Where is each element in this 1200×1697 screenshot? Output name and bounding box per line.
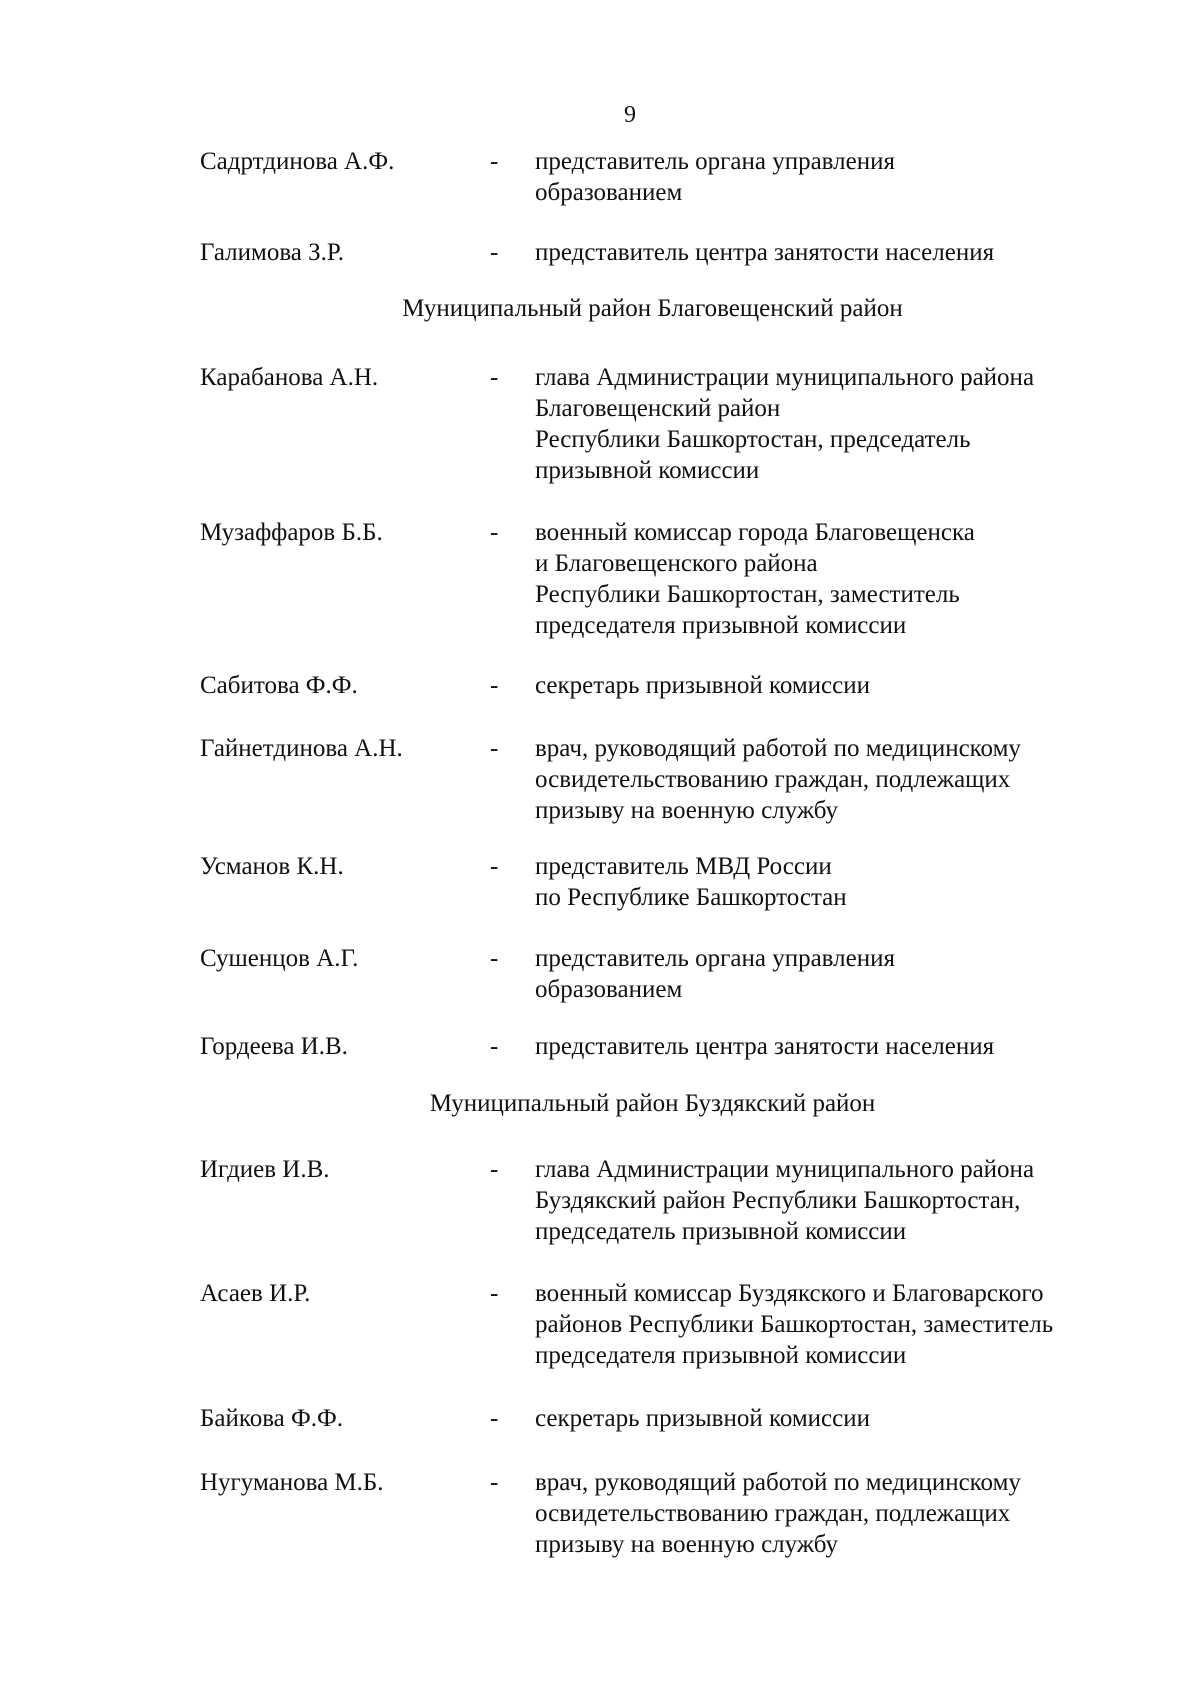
member-name: Нугуманова М.Б. [200, 1469, 384, 1496]
member-role-line: председатель призывной комиссии [535, 1218, 907, 1245]
member-name: Садртдинова А.Ф. [200, 148, 395, 175]
member-role-line: освидетельствованию граждан, подлежащих [535, 1500, 1011, 1527]
section-heading: Муниципальный район Буздякский район [429, 1090, 876, 1117]
entry-dash: - [490, 945, 499, 972]
member-role-line: представитель МВД России [535, 853, 832, 880]
member-role-line: по Республике Башкортостан [535, 884, 847, 911]
member-role-line: представитель органа управления [535, 945, 895, 972]
entry-dash: - [490, 1405, 499, 1432]
member-name: Усманов К.Н. [200, 853, 344, 880]
member-name: Асаев И.Р. [200, 1280, 311, 1307]
entry-dash: - [490, 519, 499, 546]
member-role-line: глава Администрации муниципального района [535, 364, 1035, 391]
member-name: Байкова Ф.Ф. [200, 1405, 344, 1432]
member-role-line: представитель органа управления [535, 148, 895, 175]
member-role-line: районов Республики Башкортостан, заместитель [535, 1311, 1054, 1338]
member-name: Сушенцов А.Г. [200, 945, 359, 972]
member-role-line: военный комиссар Буздякского и Благоварского [535, 1280, 1044, 1307]
member-role-line: секретарь призывной комиссии [535, 1405, 871, 1432]
section-heading: Муниципальный район Благовещенский район [402, 295, 903, 322]
member-role-line: председателя призывной комиссии [535, 1342, 907, 1369]
member-role-line: Буздякский район Республики Башкортостан, [535, 1187, 1021, 1214]
entry-dash: - [490, 148, 499, 175]
member-role-line: глава Администрации муниципального района [535, 1156, 1035, 1183]
member-role-line: образованием [535, 976, 683, 1003]
member-role-line: освидетельствованию граждан, подлежащих [535, 766, 1011, 793]
member-name: Музаффаров Б.Б. [200, 519, 383, 546]
entry-dash: - [490, 1156, 499, 1183]
member-role-line: секретарь призывной комиссии [535, 672, 871, 699]
member-role-line: Благовещенский район [535, 395, 781, 422]
member-role-line: призыву на военную службу [535, 797, 839, 824]
member-name: Карабанова А.Н. [200, 364, 379, 391]
member-role-line: председателя призывной комиссии [535, 612, 907, 639]
member-role-line: врач, руководящий работой по медицинскому [535, 735, 1021, 762]
member-role-line: и Благовещенского района [535, 550, 818, 577]
member-name: Гордеева И.В. [200, 1033, 348, 1060]
member-name: Сабитова Ф.Ф. [200, 672, 358, 699]
member-role-line: призывной комиссии [535, 457, 760, 484]
entry-dash: - [490, 239, 499, 266]
member-role-line: Республики Башкортостан, председатель [535, 426, 971, 453]
member-role-line: представитель центра занятости населения [535, 1033, 995, 1060]
entry-dash: - [490, 1469, 499, 1496]
member-role-line: врач, руководящий работой по медицинскому [535, 1469, 1021, 1496]
member-role-line: военный комиссар города Благовещенска [535, 519, 975, 546]
entry-dash: - [490, 1033, 499, 1060]
entry-dash: - [490, 1280, 499, 1307]
member-role-line: Республики Башкортостан, заместитель [535, 581, 960, 608]
entry-dash: - [490, 853, 499, 880]
member-role-line: представитель центра занятости населения [535, 239, 995, 266]
member-role-line: призыву на военную службу [535, 1531, 839, 1558]
entry-dash: - [490, 735, 499, 762]
member-role-line: образованием [535, 179, 683, 206]
entry-dash: - [490, 672, 499, 699]
member-name: Галимова З.Р. [200, 239, 344, 266]
member-name: Гайнетдинова А.Н. [200, 735, 403, 762]
entry-dash: - [490, 364, 499, 391]
page-number: 9 [624, 102, 636, 128]
member-name: Игдиев И.В. [200, 1156, 330, 1183]
